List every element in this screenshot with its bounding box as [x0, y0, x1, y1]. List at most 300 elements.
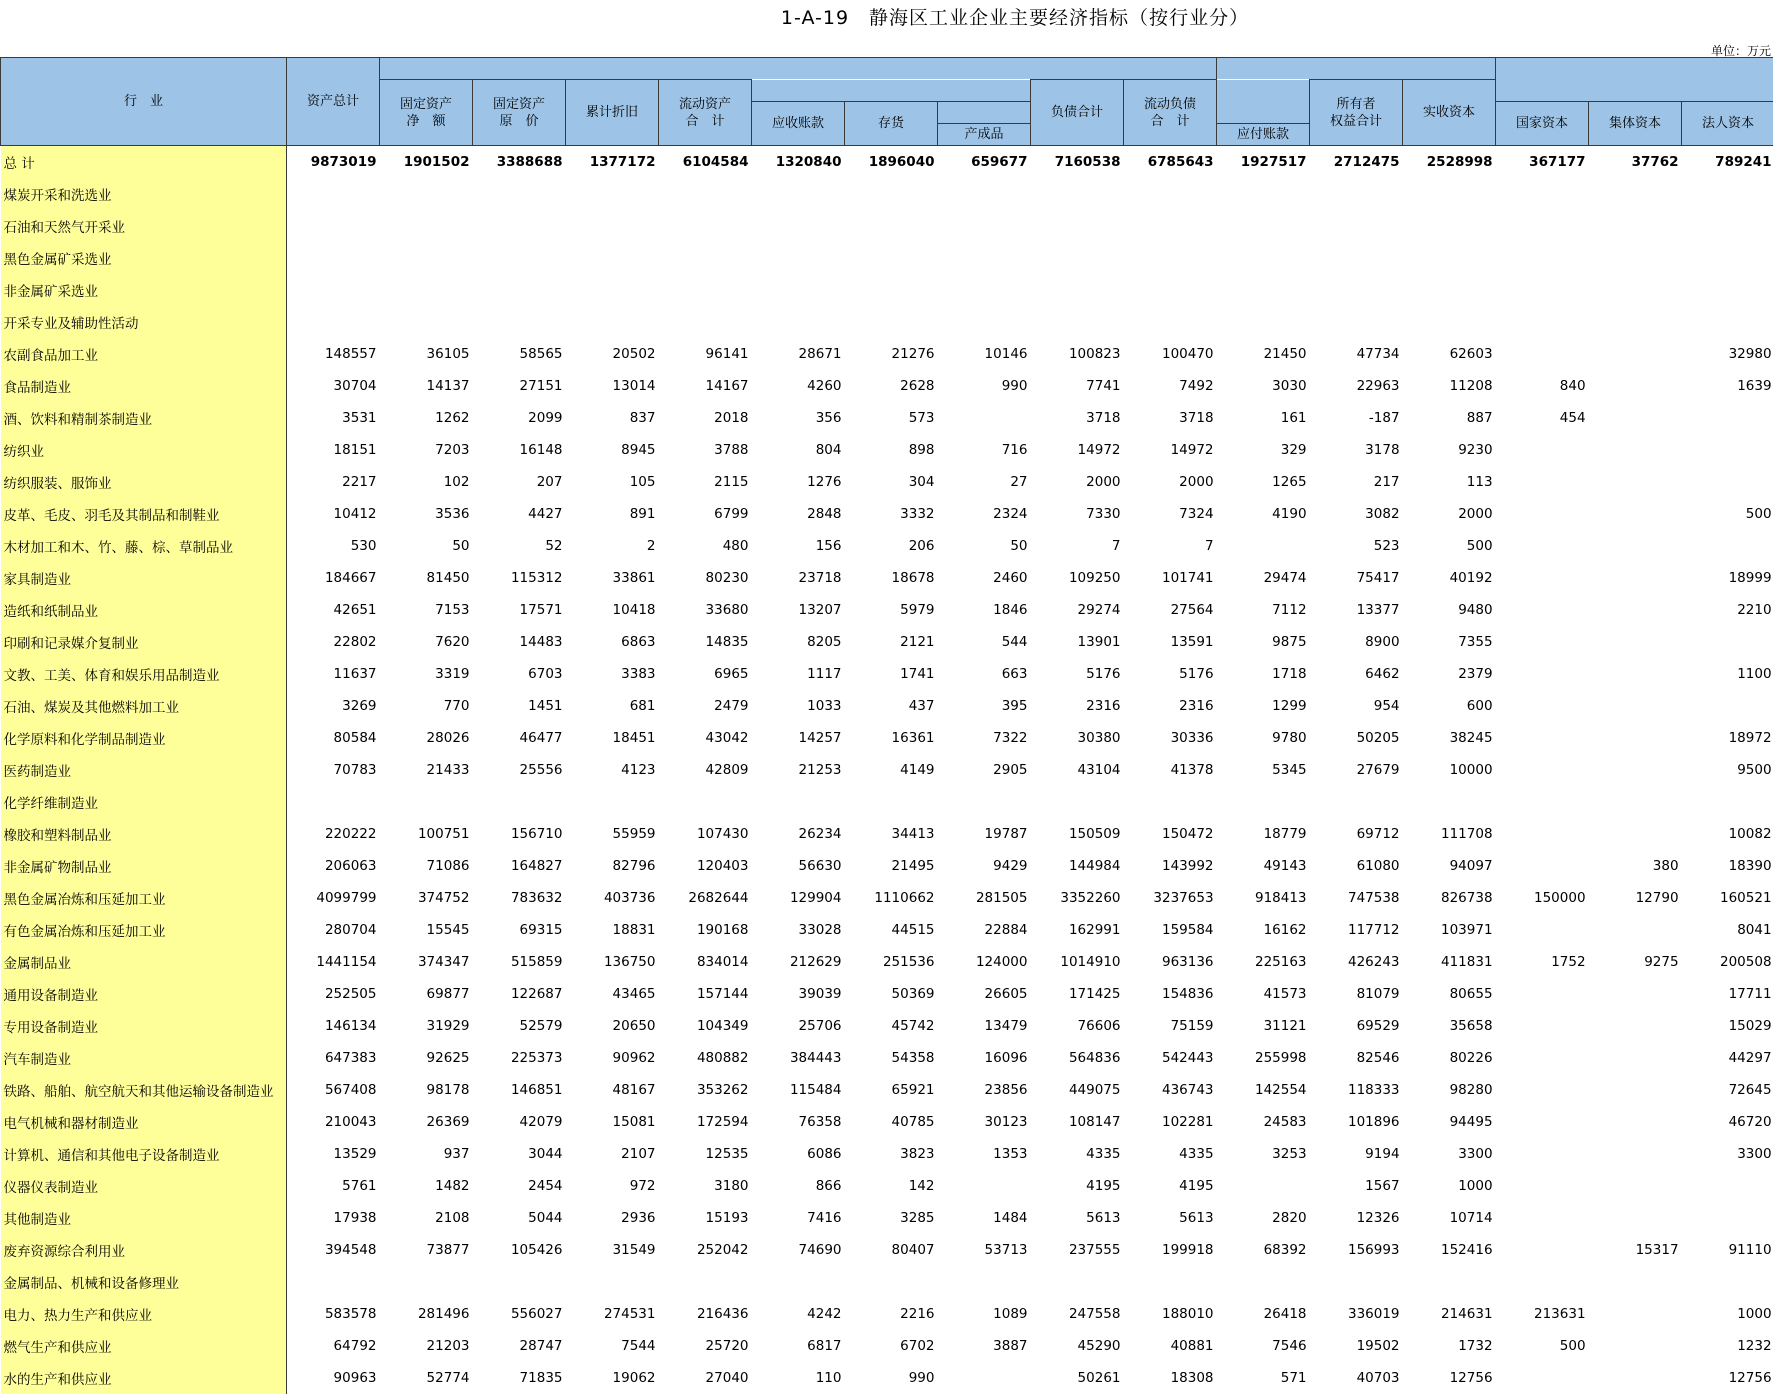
value-cell: [1124, 242, 1217, 274]
value-cell: 783632: [473, 882, 566, 914]
value-cell: 454: [1496, 402, 1589, 434]
value-cell: 150000: [1496, 882, 1589, 914]
value-cell: 4335: [1124, 1138, 1217, 1170]
table-row: [1, 850, 1773, 882]
value-cell: 663: [938, 658, 1031, 690]
value-cell: [380, 210, 473, 242]
value-cell: [938, 1362, 1031, 1394]
value-cell: 46477: [473, 722, 566, 754]
value-cell: [287, 210, 380, 242]
value-cell: 556027: [473, 1298, 566, 1330]
value-cell: 37762: [1589, 146, 1682, 179]
value-cell: [752, 178, 845, 210]
value-cell: 13014: [566, 370, 659, 402]
value-cell: 12756: [1403, 1362, 1496, 1394]
value-cell: 47734: [1310, 338, 1403, 370]
table-row: [1, 882, 1773, 914]
value-cell: 56630: [752, 850, 845, 882]
table-row: [1, 1010, 1773, 1042]
value-cell: [845, 1266, 938, 1298]
value-cell: 35658: [1403, 1010, 1496, 1042]
value-cell: [1589, 978, 1682, 1010]
value-cell: [1217, 274, 1310, 306]
value-cell: 2905: [938, 754, 1031, 786]
value-cell: 142554: [1217, 1074, 1310, 1106]
value-cell: [380, 1266, 473, 1298]
value-cell: 14835: [659, 626, 752, 658]
value-cell: 2712475: [1310, 146, 1403, 179]
header-finished-goods: 产成品: [938, 124, 1031, 146]
value-cell: 21203: [380, 1330, 473, 1362]
value-cell: 94495: [1403, 1106, 1496, 1138]
value-cell: 8041: [1682, 914, 1773, 946]
value-cell: 1718: [1217, 658, 1310, 690]
value-cell: 62603: [1403, 338, 1496, 370]
value-cell: [1310, 786, 1403, 818]
value-cell: 12790: [1589, 882, 1682, 914]
value-cell: 72645: [1682, 1074, 1773, 1106]
value-cell: [1589, 626, 1682, 658]
value-cell: [1031, 178, 1124, 210]
value-cell: 3332: [845, 498, 938, 530]
value-cell: [1124, 786, 1217, 818]
value-cell: 156: [752, 530, 845, 562]
value-cell: [1682, 1202, 1773, 1234]
value-cell: 9875: [1217, 626, 1310, 658]
value-cell: 23856: [938, 1074, 1031, 1106]
value-cell: [566, 1266, 659, 1298]
value-cell: 8205: [752, 626, 845, 658]
value-cell: [287, 306, 380, 338]
value-cell: 237555: [1031, 1234, 1124, 1266]
value-cell: 500: [1403, 530, 1496, 562]
value-cell: 255998: [1217, 1042, 1310, 1074]
value-cell: [287, 1266, 380, 1298]
value-cell: 50261: [1031, 1362, 1124, 1394]
value-cell: 384443: [752, 1042, 845, 1074]
value-cell: 19062: [566, 1362, 659, 1394]
value-cell: 1639: [1682, 370, 1773, 402]
table-row: [1, 1298, 1773, 1330]
table-row: [1, 370, 1773, 402]
value-cell: 6785643: [1124, 146, 1217, 179]
value-cell: 43465: [566, 978, 659, 1010]
value-cell: [1496, 626, 1589, 658]
value-cell: 426243: [1310, 946, 1403, 978]
value-cell: 544: [938, 626, 1031, 658]
value-cell: 105426: [473, 1234, 566, 1266]
value-cell: 27564: [1124, 594, 1217, 626]
value-cell: 14167: [659, 370, 752, 402]
value-cell: [1589, 1074, 1682, 1106]
value-cell: 3285: [845, 1202, 938, 1234]
value-cell: 32980: [1682, 338, 1773, 370]
value-cell: 3300: [1682, 1138, 1773, 1170]
value-cell: 2099: [473, 402, 566, 434]
value-cell: 14972: [1031, 434, 1124, 466]
value-cell: 374347: [380, 946, 473, 978]
value-cell: 515859: [473, 946, 566, 978]
value-cell: 17938: [287, 1202, 380, 1234]
header-total-assets: 资产总计: [287, 58, 380, 146]
value-cell: 120403: [659, 850, 752, 882]
value-cell: 4195: [1124, 1170, 1217, 1202]
value-cell: 3823: [845, 1138, 938, 1170]
value-cell: 49143: [1217, 850, 1310, 882]
header-corporate-capital: 法人资本: [1682, 102, 1773, 146]
value-cell: [566, 242, 659, 274]
value-cell: 17711: [1682, 978, 1773, 1010]
industry-name-cell: 专用设备制造业: [1, 1010, 287, 1042]
value-cell: 100470: [1124, 338, 1217, 370]
value-cell: 16148: [473, 434, 566, 466]
value-cell: [938, 274, 1031, 306]
value-cell: 69315: [473, 914, 566, 946]
value-cell: [1403, 242, 1496, 274]
value-cell: 716: [938, 434, 1031, 466]
value-cell: [1496, 1138, 1589, 1170]
value-cell: [473, 210, 566, 242]
table-row: [1, 466, 1773, 498]
value-cell: [1403, 786, 1496, 818]
value-cell: 7: [1031, 530, 1124, 562]
value-cell: 887: [1403, 402, 1496, 434]
value-cell: 75159: [1124, 1010, 1217, 1042]
value-cell: 45290: [1031, 1330, 1124, 1362]
value-cell: 7741: [1031, 370, 1124, 402]
value-cell: 13479: [938, 1010, 1031, 1042]
value-cell: [473, 178, 566, 210]
value-cell: 65921: [845, 1074, 938, 1106]
value-cell: 9429: [938, 850, 1031, 882]
value-cell: 12756: [1682, 1362, 1773, 1394]
value-cell: 143992: [1124, 850, 1217, 882]
value-cell: 2018: [659, 402, 752, 434]
industry-name-cell: 其他制造业: [1, 1202, 287, 1234]
value-cell: 2479: [659, 690, 752, 722]
value-cell: 27151: [473, 370, 566, 402]
industry-name-cell: 文教、工美、体育和娱乐用品制造业: [1, 658, 287, 690]
value-cell: 81079: [1310, 978, 1403, 1010]
value-cell: 13529: [287, 1138, 380, 1170]
value-cell: 2210: [1682, 594, 1773, 626]
value-cell: 52: [473, 530, 566, 562]
value-cell: 220222: [287, 818, 380, 850]
value-cell: 216436: [659, 1298, 752, 1330]
industry-name-cell: 医药制造业: [1, 754, 287, 786]
value-cell: [380, 306, 473, 338]
value-cell: [1589, 754, 1682, 786]
value-cell: 76358: [752, 1106, 845, 1138]
value-cell: 403736: [566, 882, 659, 914]
value-cell: [1682, 626, 1773, 658]
value-cell: 102281: [1124, 1106, 1217, 1138]
table-row: [1, 402, 1773, 434]
value-cell: 50: [380, 530, 473, 562]
value-cell: 14257: [752, 722, 845, 754]
value-cell: 3253: [1217, 1138, 1310, 1170]
value-cell: [845, 210, 938, 242]
value-cell: 437: [845, 690, 938, 722]
header-fixed-net: 固定资产 净 额: [380, 80, 473, 146]
value-cell: 22884: [938, 914, 1031, 946]
value-cell: 747538: [1310, 882, 1403, 914]
table-row: [1, 530, 1773, 562]
table-row: [1, 274, 1773, 306]
table-row: [1, 338, 1773, 370]
value-cell: [1031, 274, 1124, 306]
value-cell: 136750: [566, 946, 659, 978]
value-cell: [1496, 1042, 1589, 1074]
value-cell: [1496, 338, 1589, 370]
table-row: [1, 1106, 1773, 1138]
industry-name-cell: 印刷和记录媒介复制业: [1, 626, 287, 658]
value-cell: 530: [287, 530, 380, 562]
value-cell: 171425: [1031, 978, 1124, 1010]
value-cell: [1496, 1074, 1589, 1106]
value-cell: [1682, 786, 1773, 818]
value-cell: 2000: [1124, 466, 1217, 498]
value-cell: 31121: [1217, 1010, 1310, 1042]
value-cell: 9275: [1589, 946, 1682, 978]
value-cell: 41573: [1217, 978, 1310, 1010]
value-cell: 281505: [938, 882, 1031, 914]
value-cell: 4260: [752, 370, 845, 402]
value-cell: [1589, 274, 1682, 306]
table-row: [1, 754, 1773, 786]
value-cell: 90963: [287, 1362, 380, 1394]
value-cell: 6817: [752, 1330, 845, 1362]
value-cell: 29274: [1031, 594, 1124, 626]
value-cell: 7330: [1031, 498, 1124, 530]
industry-name-cell: 家具制造业: [1, 562, 287, 594]
value-cell: 449075: [1031, 1074, 1124, 1106]
value-cell: 4190: [1217, 498, 1310, 530]
value-cell: 10714: [1403, 1202, 1496, 1234]
table-row: [1, 1362, 1773, 1394]
value-cell: 281496: [380, 1298, 473, 1330]
value-cell: 41378: [1124, 754, 1217, 786]
value-cell: [1682, 306, 1773, 338]
value-cell: 61080: [1310, 850, 1403, 882]
value-cell: 13901: [1031, 626, 1124, 658]
value-cell: 500: [1682, 498, 1773, 530]
value-cell: 6702: [845, 1330, 938, 1362]
table-row: [1, 210, 1773, 242]
value-cell: 866: [752, 1170, 845, 1202]
unit-label: 单位：万元: [1711, 42, 1771, 59]
industry-name-cell: 石油和天然气开采业: [1, 210, 287, 242]
value-cell: [1682, 1170, 1773, 1202]
value-cell: 156993: [1310, 1234, 1403, 1266]
value-cell: 329: [1217, 434, 1310, 466]
value-cell: 1276: [752, 466, 845, 498]
value-cell: 647383: [287, 1042, 380, 1074]
industry-name-cell: 石油、煤炭及其他燃料加工业: [1, 690, 287, 722]
value-cell: [1589, 562, 1682, 594]
value-cell: 3030: [1217, 370, 1310, 402]
value-cell: 1927517: [1217, 146, 1310, 179]
table-row: [1, 946, 1773, 978]
value-cell: [1124, 210, 1217, 242]
value-cell: 19502: [1310, 1330, 1403, 1362]
industry-name-cell: 电气机械和器材制造业: [1, 1106, 287, 1138]
value-cell: 15193: [659, 1202, 752, 1234]
value-cell: 43042: [659, 722, 752, 754]
header-total-liabilities: 负债合计: [1031, 80, 1124, 146]
value-cell: [566, 178, 659, 210]
table-row: [1, 914, 1773, 946]
value-cell: 6462: [1310, 658, 1403, 690]
value-cell: [1403, 178, 1496, 210]
value-cell: [566, 306, 659, 338]
value-cell: [938, 402, 1031, 434]
table-row: [1, 242, 1773, 274]
value-cell: 124000: [938, 946, 1031, 978]
value-cell: 963136: [1124, 946, 1217, 978]
value-cell: [287, 242, 380, 274]
value-cell: 2115: [659, 466, 752, 498]
value-cell: [752, 306, 845, 338]
value-cell: 1000: [1682, 1298, 1773, 1330]
value-cell: 108147: [1031, 1106, 1124, 1138]
value-cell: 21276: [845, 338, 938, 370]
value-cell: [1031, 1266, 1124, 1298]
value-cell: 804: [752, 434, 845, 466]
value-cell: 542443: [1124, 1042, 1217, 1074]
value-cell: 411831: [1403, 946, 1496, 978]
value-cell: 117712: [1310, 914, 1403, 946]
value-cell: [1496, 1202, 1589, 1234]
value-cell: 162991: [1031, 914, 1124, 946]
value-cell: [1589, 1266, 1682, 1298]
value-cell: 225163: [1217, 946, 1310, 978]
value-cell: 150472: [1124, 818, 1217, 850]
value-cell: 252042: [659, 1234, 752, 1266]
value-cell: 353262: [659, 1074, 752, 1106]
value-cell: 3718: [1031, 402, 1124, 434]
value-cell: [1589, 434, 1682, 466]
value-cell: 50: [938, 530, 1031, 562]
value-cell: [1217, 530, 1310, 562]
value-cell: 152416: [1403, 1234, 1496, 1266]
value-cell: [1496, 722, 1589, 754]
value-cell: 48167: [566, 1074, 659, 1106]
value-cell: [1496, 530, 1589, 562]
value-cell: 26605: [938, 978, 1031, 1010]
value-cell: 10418: [566, 594, 659, 626]
value-cell: [1682, 242, 1773, 274]
value-cell: 583578: [287, 1298, 380, 1330]
value-cell: 567408: [287, 1074, 380, 1106]
value-cell: 69712: [1310, 818, 1403, 850]
value-cell: 207: [473, 466, 566, 498]
value-cell: 11208: [1403, 370, 1496, 402]
header-owner-equity: 所有者 权益合计: [1310, 80, 1403, 146]
value-cell: 2460: [938, 562, 1031, 594]
value-cell: 164827: [473, 850, 566, 882]
value-cell: 20502: [566, 338, 659, 370]
value-cell: [1682, 402, 1773, 434]
value-cell: 12326: [1310, 1202, 1403, 1234]
value-cell: 1110662: [845, 882, 938, 914]
value-cell: 1484: [938, 1202, 1031, 1234]
value-cell: [1310, 1266, 1403, 1298]
value-cell: [938, 306, 1031, 338]
value-cell: 6863: [566, 626, 659, 658]
value-cell: 14137: [380, 370, 473, 402]
value-cell: [1403, 210, 1496, 242]
value-cell: 972: [566, 1170, 659, 1202]
value-cell: 46720: [1682, 1106, 1773, 1138]
value-cell: 2682644: [659, 882, 752, 914]
table-row: [1, 178, 1773, 210]
value-cell: [473, 306, 566, 338]
value-cell: [1589, 466, 1682, 498]
value-cell: 25556: [473, 754, 566, 786]
header-payables: 应付账款: [1217, 124, 1310, 146]
value-cell: 3788: [659, 434, 752, 466]
table-row: [1, 434, 1773, 466]
value-cell: [1217, 1266, 1310, 1298]
value-cell: 3269: [287, 690, 380, 722]
value-cell: [1496, 1362, 1589, 1394]
value-cell: [1589, 818, 1682, 850]
industry-name-cell: 汽车制造业: [1, 1042, 287, 1074]
value-cell: 199918: [1124, 1234, 1217, 1266]
value-cell: [1217, 178, 1310, 210]
table-row: [1, 1234, 1773, 1266]
value-cell: [1682, 274, 1773, 306]
industry-name-cell: 水的生产和供应业: [1, 1362, 287, 1394]
value-cell: 1752: [1496, 946, 1589, 978]
value-cell: 22802: [287, 626, 380, 658]
value-cell: [473, 274, 566, 306]
value-cell: 7355: [1403, 626, 1496, 658]
table-row: [1, 1042, 1773, 1074]
value-cell: 206: [845, 530, 938, 562]
value-cell: 18831: [566, 914, 659, 946]
value-cell: 69529: [1310, 1010, 1403, 1042]
value-cell: 1846: [938, 594, 1031, 626]
value-cell: 6104584: [659, 146, 752, 179]
value-cell: [1403, 1266, 1496, 1298]
header-state-capital: 国家资本: [1496, 102, 1589, 146]
industry-name-cell: 燃气生产和供应业: [1, 1330, 287, 1362]
industry-name-cell: 橡胶和塑料制品业: [1, 818, 287, 850]
value-cell: 184667: [287, 562, 380, 594]
table-row: [1, 306, 1773, 338]
value-cell: 160521: [1682, 882, 1773, 914]
value-cell: 22963: [1310, 370, 1403, 402]
value-cell: [1496, 562, 1589, 594]
value-cell: [287, 274, 380, 306]
value-cell: 2000: [1403, 498, 1496, 530]
value-cell: 10000: [1403, 754, 1496, 786]
value-cell: 118333: [1310, 1074, 1403, 1106]
value-cell: 7153: [380, 594, 473, 626]
value-cell: [1682, 210, 1773, 242]
industry-name-cell: 开采专业及辅助性活动: [1, 306, 287, 338]
value-cell: 82546: [1310, 1042, 1403, 1074]
value-cell: 14483: [473, 626, 566, 658]
value-cell: 367177: [1496, 146, 1589, 179]
value-cell: 1000: [1403, 1170, 1496, 1202]
value-cell: 1482: [380, 1170, 473, 1202]
value-cell: 214631: [1403, 1298, 1496, 1330]
value-cell: 18308: [1124, 1362, 1217, 1394]
value-cell: 274531: [566, 1298, 659, 1330]
